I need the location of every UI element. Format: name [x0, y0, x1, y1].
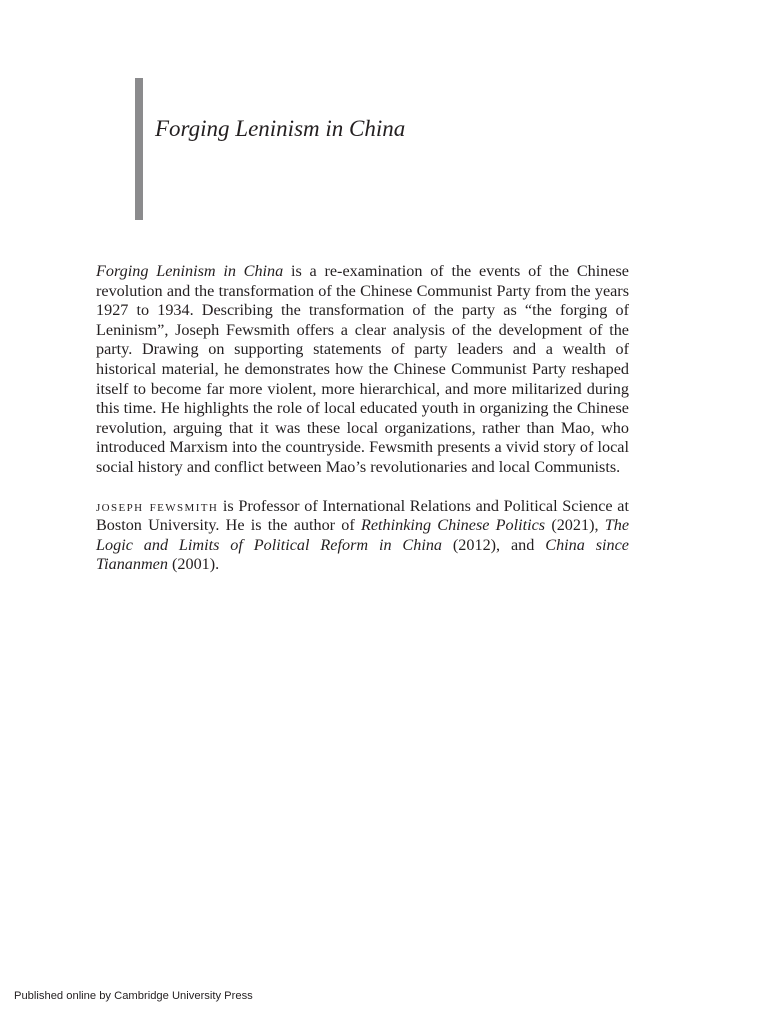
author-book-1: Rethinking Chinese Politics [360, 516, 546, 535]
author-bio-text-4: (2001). [167, 555, 220, 574]
book-title: Forging Leninism in China [155, 116, 406, 141]
description-book-title: Forging Leninism in China [96, 262, 284, 280]
author-bio-text-3: (2012), and [442, 535, 546, 554]
book-description [96, 262, 629, 478]
author-book-2: The Logic and Limits of Political Reform in China [96, 516, 630, 554]
blurb [96, 262, 629, 575]
title-accent-bar [135, 78, 143, 220]
publisher-footer: Published online by Cambridge University Press [14, 990, 253, 1002]
author-bio [96, 497, 629, 575]
author-bio-text-1: is Professor of International Relations and Political Science at Boston University. He is the author of [96, 496, 629, 535]
author-bio-text-2: (2021), [545, 516, 605, 535]
author-name: joseph fewsmith [96, 496, 219, 515]
author-book-3: China since Tiananmen [96, 535, 629, 574]
description-text: is a re-examination of the events of the Chinese revolution and the transformation of the Chinese Communist Party from the years 1927 to 1934. Describing the transformation of the party as “the forging of Leninism”, Joseph Fewsmith offers a clear analysis of the development of the party. Drawing on supporting statements of party leaders and a wealth of historical material, he demonstrates how the Chinese Communist Party reshaped itself to become far more violent, more hierarchical, and more militarized during this time. He highlights the role of local educated youth in organizing the Chinese revolution, arguing that it was these local organizations, rather than Mao, who introduced Marxism into the countryside. Fewsmith presents a vivid story of local social history and conflict between Mao’s revolutionaries and local Communists. [96, 262, 629, 476]
